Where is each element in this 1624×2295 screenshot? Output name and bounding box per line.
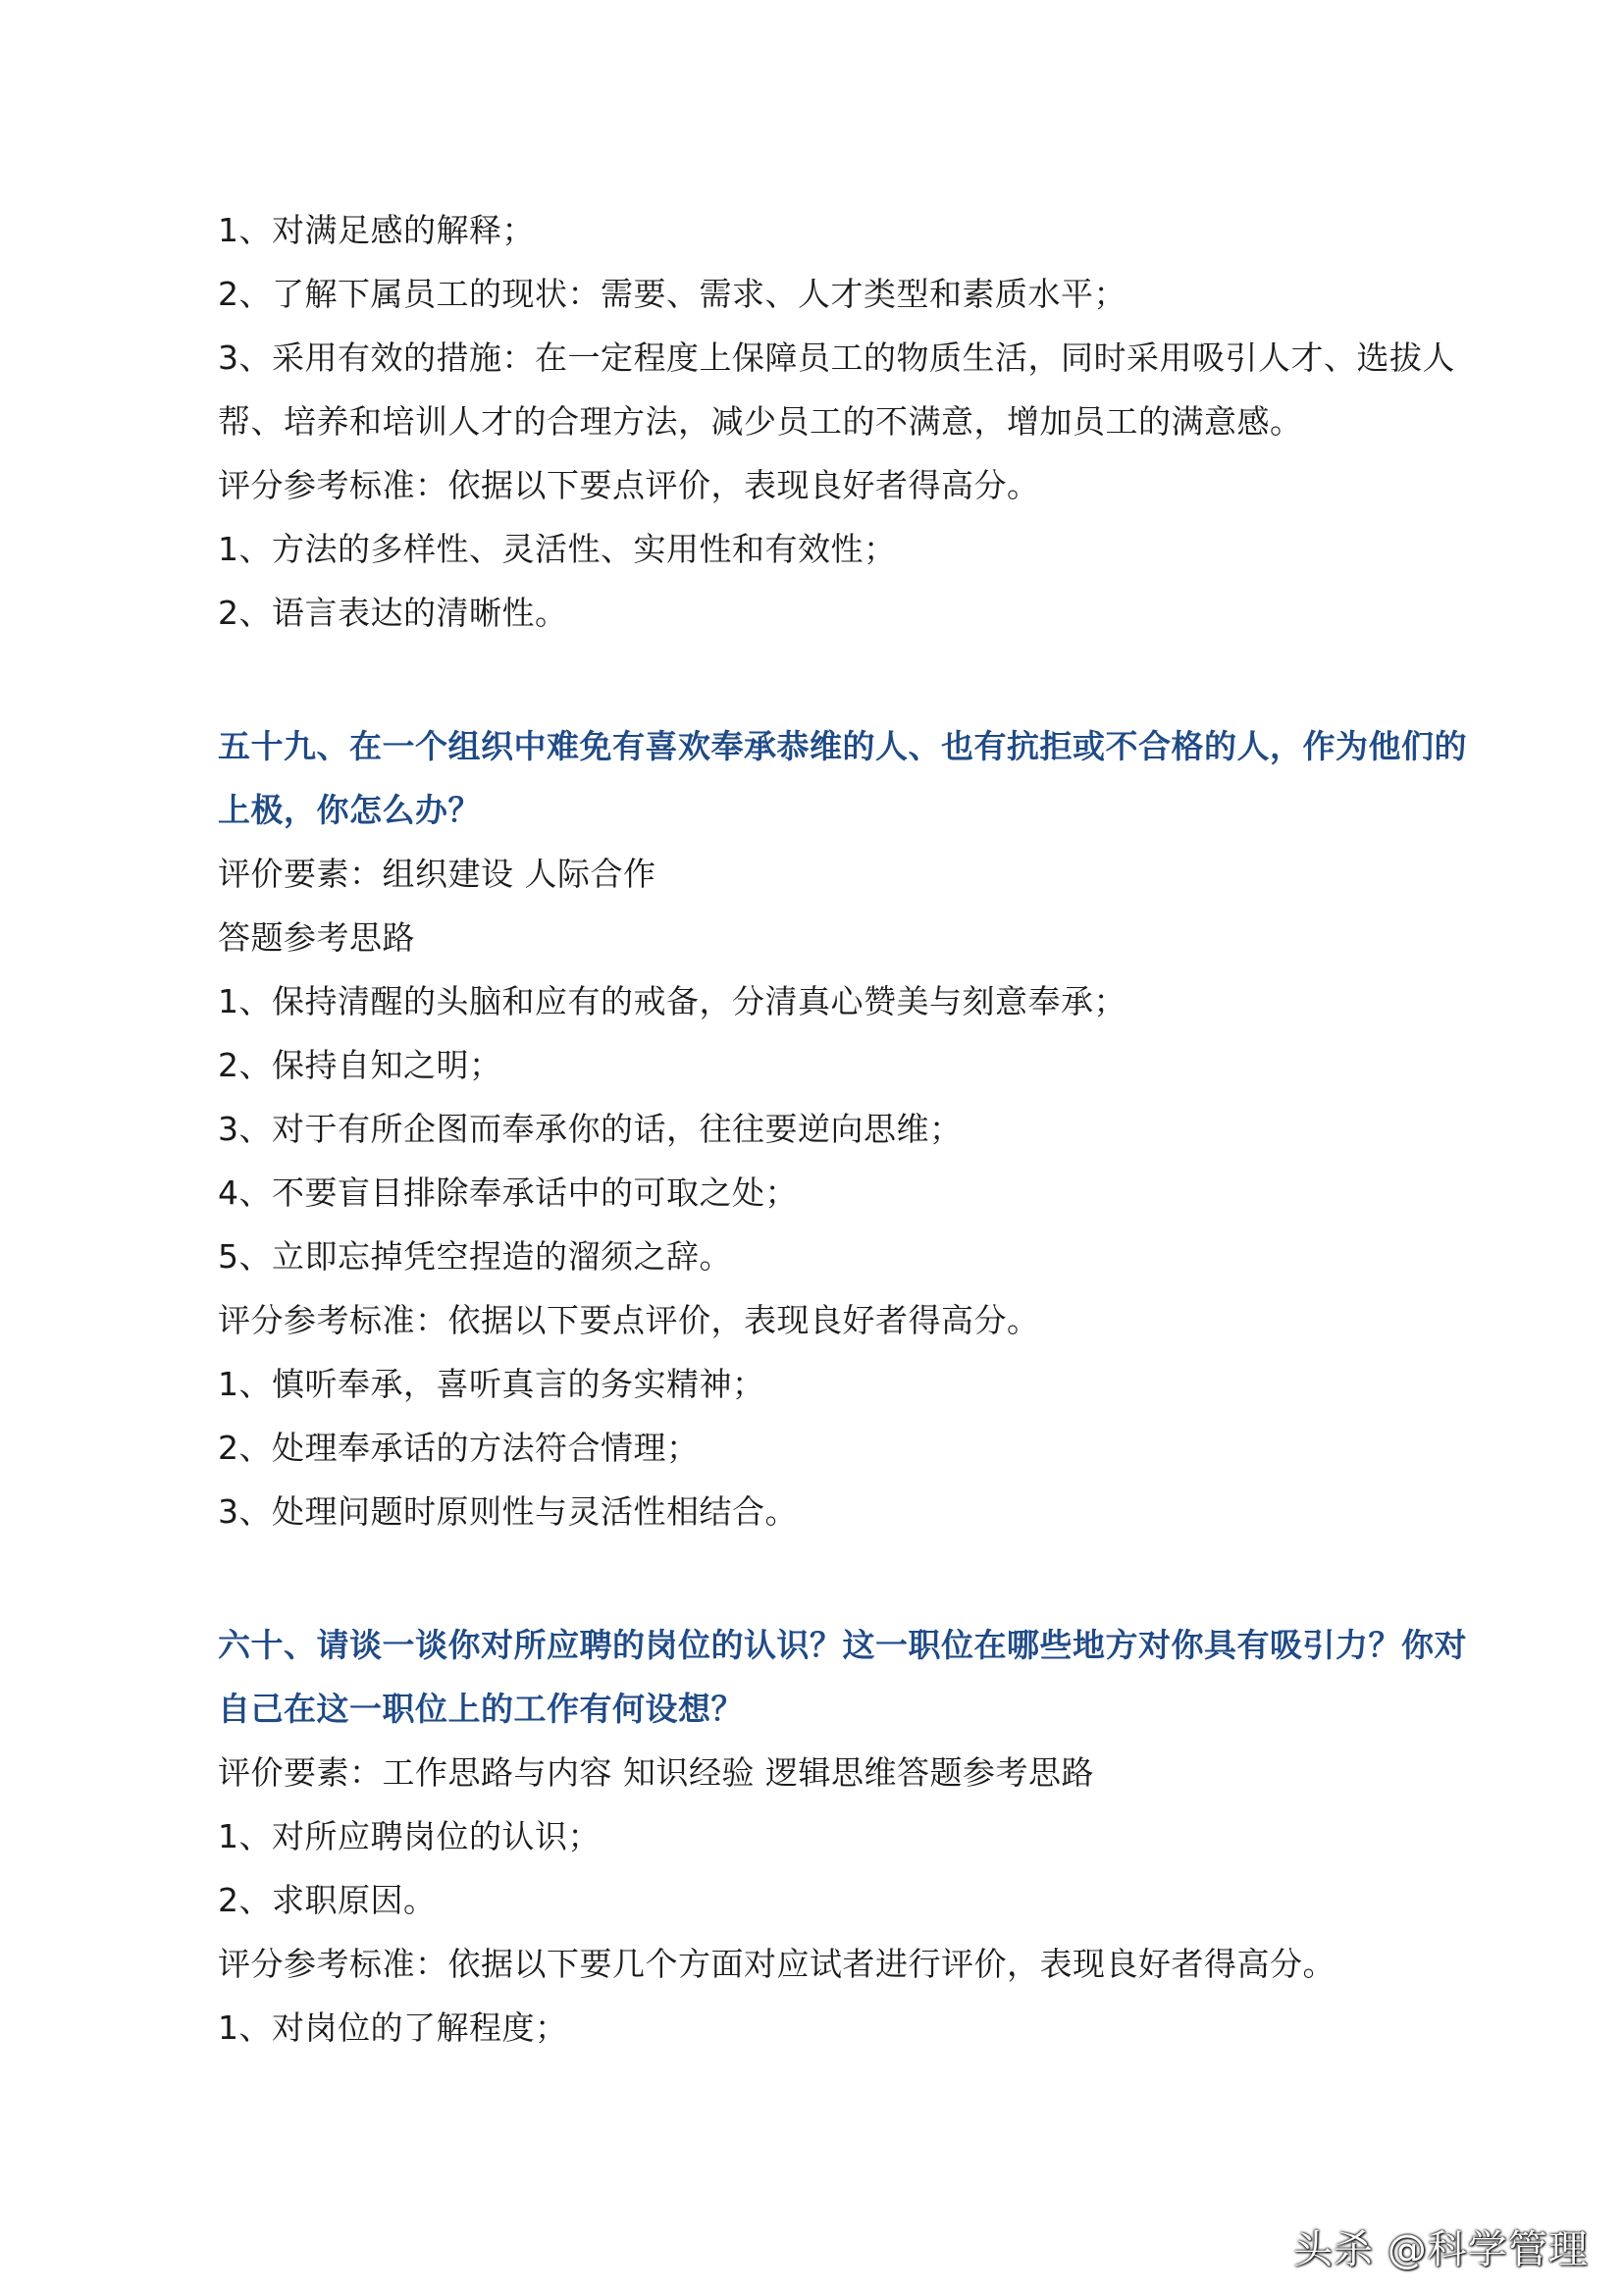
- question-60-title-cont: 自己在这一职位上的工作有何设想？: [218, 1690, 744, 1728]
- list-item: 3、采用有效的措施：在一定程度上保障员工的物质生活，同时采用吸引人才、选拔人: [218, 339, 1455, 377]
- list-item: 2、语言表达的清晰性。: [218, 594, 568, 632]
- list-item: 3、对于有所企图而奉承你的话，往往要逆向思维；: [218, 1110, 963, 1148]
- list-item: 1、方法的多样性、灵活性、实用性和有效性；: [218, 530, 897, 568]
- list-item: 1、对岗位的了解程度；: [218, 2008, 568, 2047]
- list-item: 2、了解下属员工的现状：需要、需求、人才类型和素质水平；: [218, 275, 1126, 313]
- evaluation-elements: 评价要素：组织建设 人际合作: [218, 855, 656, 893]
- question-59-title: 五十九、在一个组织中难免有喜欢奉承恭维的人、也有抗拒或不合格的人，作为他们的: [218, 727, 1467, 765]
- list-item: 1、对满足感的解释；: [218, 211, 535, 249]
- watermark: 头杀 @科学管理: [1293, 2227, 1589, 2272]
- approach-label: 答题参考思路: [218, 918, 415, 957]
- criteria-label: 评分参考标准：依据以下要点评价，表现良好者得高分。: [218, 1301, 1040, 1339]
- list-item: 2、保持自知之明；: [218, 1046, 502, 1084]
- list-item: 3、处理问题时原则性与灵活性相结合。: [218, 1492, 798, 1531]
- list-item: 5、立即忘掉凭空捏造的溜须之辞。: [218, 1237, 732, 1276]
- list-item: 1、慎听奉承，喜听真言的务实精神；: [218, 1365, 765, 1403]
- list-item: 1、对所应聘岗位的认识；: [218, 1817, 601, 1855]
- question-59-title-cont: 上极，你怎么办？: [218, 791, 481, 829]
- question-60-title: 六十、请谈一谈你对所应聘的岗位的认识？这一职位在哪些地方对你具有吸引力？你对: [218, 1626, 1467, 1664]
- list-item: 2、求职原因。: [218, 1881, 437, 1919]
- list-item: 4、不要盲目排除奉承话中的可取之处；: [218, 1174, 798, 1212]
- list-item: 2、处理奉承话的方法符合情理；: [218, 1429, 700, 1467]
- criteria-label: 评分参考标准：依据以下要几个方面对应试者进行评价，表现良好者得高分。: [218, 1945, 1336, 1983]
- list-item-continuation: 帮、培养和培训人才的合理方法，减少员工的不满意，增加员工的满意感。: [218, 402, 1303, 441]
- list-item: 1、保持清醒的头脑和应有的戒备，分清真心赞美与刻意奉承；: [218, 982, 1126, 1020]
- criteria-label: 评分参考标准：依据以下要点评价，表现良好者得高分。: [218, 466, 1040, 504]
- evaluation-elements: 评价要素：工作思路与内容 知识经验 逻辑思维答题参考思路: [218, 1753, 1094, 1792]
